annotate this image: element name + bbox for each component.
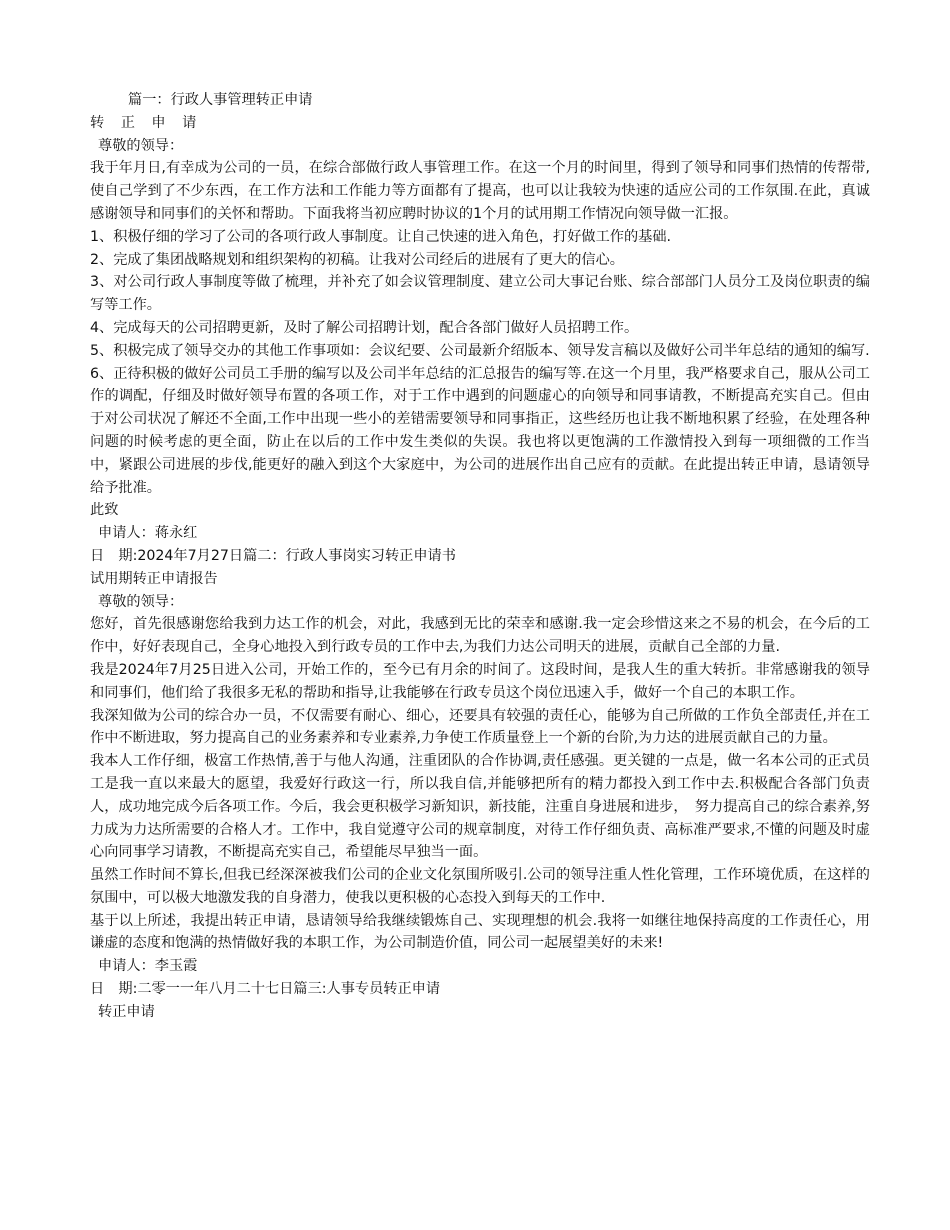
paragraph-2-6: 基于以上所述，我提出转正申请，恳请领导给我继续锻炼自己、实现理想的机会.我将一如继往地保持高度的工作责任心，用谦虚的态度和饱满的热情做好我的本职工作，为公司制造价值，同公司一起展望美好的未来! xyxy=(90,912,870,952)
salutation-2: 尊敬的领导： xyxy=(98,593,184,610)
list-item-5: 5、积极完成了领导交办的其他工作事项如：会议纪要、公司最新介绍版本、领导发言稿以及做好公司半年总结的通知的编写. xyxy=(90,342,870,359)
paragraph-2-4: 我本人工作仔细，极富工作热情,善于与他人沟通，注重团队的合作协调,责任感强。更关键的一点是，做一名本公司的正式员工是我一直以来最大的愿望，我爱好行政这一行，所以我自信,并能够把所有的精力都投入到工作中去.积极配合各部门负责人，成功地完成今后各项工作。今后，我会更积极学习新知识，新技能，注重自身进展和进步， 努力提高自己的综合素养,努力成为力达所需要的合格人才。工作中，我自觉遵守公司的规章制度，对待工作仔细负责、高标准严要求,不懂的问题及时虚心向同事学习请教，不断提高充实自己，希望能尽早独当一面。 xyxy=(90,753,870,861)
salutation-1: 尊敬的领导： xyxy=(98,137,184,154)
section-heading-2: 试用期转正申请报告 xyxy=(90,570,218,587)
section-heading-1: 转 正 申 请 xyxy=(90,114,203,131)
applicant-line-1: 申请人：蒋永红 xyxy=(98,525,198,542)
list-item-6: 6、正待积极的做好公司员工手册的编写以及公司半年总结的汇总报告的编写等.在这一个月里，我严格要求自己，服从公司工作的调配，仔细及时做好领导布置的各项工作，对于工作中遇到的问题虚心的向领导和同事请教，不断提高充实自己。但由于对公司状况了解还不全面,工作中出现一些小的差错需要领导和同事指正，这些经历也让我不断地积累了经验，在处理各种问题的时候考虑的更全面，防止在以后的工作中发生类似的失误。我也将以更饱满的工作激情投入到每一项细微的工作当中，紧跟公司进展的步伐,能更好的融入到这个大家庭中，为公司的进展作出自己应有的贡献。在此提出转正申请，恳请领导给予批准。 xyxy=(90,365,870,496)
list-item-2: 2、完成了集团战略规划和组织架构的初稿。让我对公司经后的进展有了更大的信心。 xyxy=(90,251,624,268)
paragraph-2-5: 虽然工作时间不算长,但我已经深深被我们公司的企业文化氛围所吸引.公司的领导注重人性化管理，工作环境优质，在这样的氛围中，可以极大地激发我的自身潜力，使我以更积极的心态投入到每天的工作中. xyxy=(90,867,870,906)
date-line-2: 日 期:二零一一年八月二十七日篇三:人事专员转正申请 xyxy=(90,981,441,998)
date-line-1: 日 期:2024年7月27日篇二：行政人事岗实习转正申请书 xyxy=(90,547,456,564)
paragraph-intro-1: 我于年月日,有幸成为公司的一员，在综合部做行政人事管理工作。在这一个月的时间里，得到了领导和同事们热情的传帮带,使自己学到了不少东西，在工作方法和工作能力等方面都有了提高，也可以让我较为快速的适应公司的工作氛围.在此，真诚感谢领导和同事们的关怀和帮助。下面我将当初应聘时协议的1个月的试用期工作情况向领导做一汇报。 xyxy=(90,160,870,222)
section-title-1: 篇一：行政人事管理转正申请 xyxy=(128,92,313,108)
section-heading-3: 转正申请 xyxy=(98,1003,155,1020)
applicant-line-2: 申请人：李玉霞 xyxy=(98,958,198,975)
document-body xyxy=(90,89,870,1024)
closing-1: 此致 xyxy=(90,502,119,519)
list-item-1: 1、积极仔细的学习了公司的各项行政人事制度。让自己快速的进入角色，打好做工作的基础. xyxy=(90,228,672,245)
list-item-4: 4、完成每天的公司招聘更新，及时了解公司招聘计划，配合各部门做好人员招聘工作。 xyxy=(90,319,639,336)
paragraph-2-3: 我深知做为公司的综合办一员，不仅需要有耐心、细心，还要具有较强的责任心，能够为自己所做的工作负全部责任,并在工作中不断进取，努力提高自己的业务素养和专业素养,力争使工作质量登上一个新的台阶,为力达的进展贡献自己的力量。 xyxy=(90,707,870,747)
paragraph-2-2: 我是2024年7月25日进入公司，开始工作的，至今已有月余的时间了。这段时间，是我人生的重大转折。非常感谢我的领导和同事们，他们给了我很多无私的帮助和指导,让我能够在行政专员这个岗位迅速入手，做好一个自己的本职工作。 xyxy=(90,661,870,701)
list-item-3: 3、对公司行政人事制度等做了梳理，并补充了如会议管理制度、建立公司大事记台账、综合部部门人员分工及岗位职责的编写等工作。 xyxy=(90,274,870,314)
paragraph-2-1: 您好，首先很感谢您给我到力达工作的机会，对此，我感到无比的荣幸和感谢.我一定会珍惜这来之不易的机会，在今后的工作中，好好表现自己，全身心地投入到行政专员的工作中去,为我们力达公司明天的进展，贡献自己全部的力量. xyxy=(90,616,870,656)
